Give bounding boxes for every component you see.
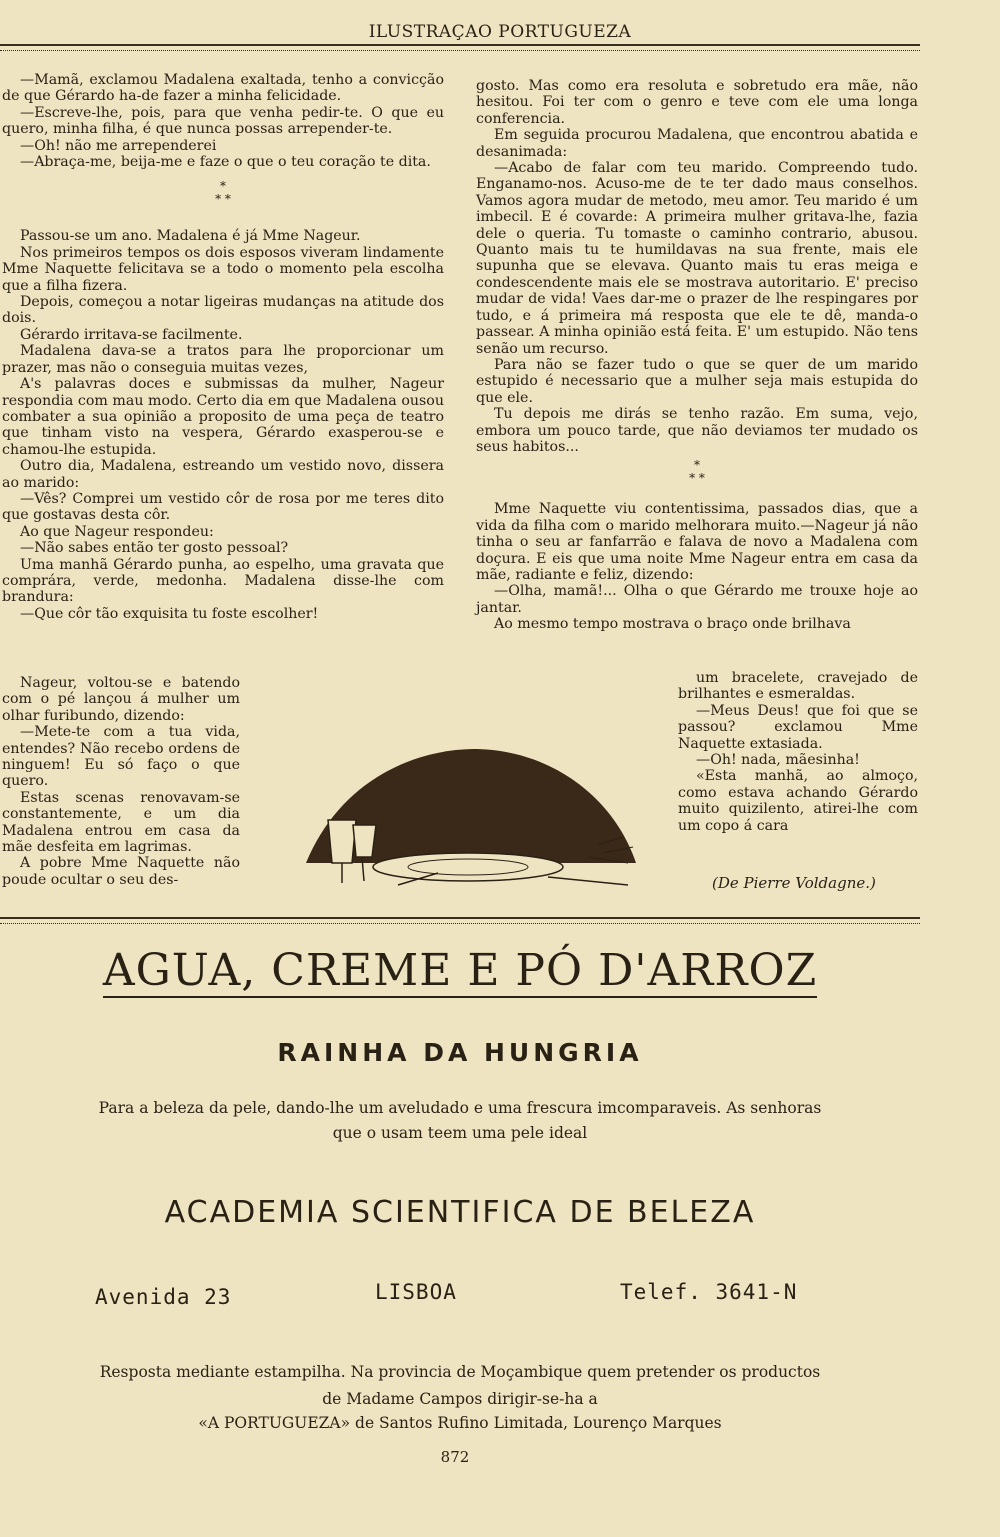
ad-academy-name: ACADEMIA SCIENTIFICA DE BELEZA <box>164 1195 756 1230</box>
paragraph: —Acabo de falar com teu marido. Compreendo tudo. Enganamo-nos. Acuso-me de te ter dado maus conselhos. Vamos agora mudar de metodo, meu amor. Teu marido é um imbecil. E é covarde: A primeira mulher gritava-lhe, fazia dele o queria. Tu tomaste o caminho contrario, abusou. Quanto mais tu te humildavas na sua frente, mais ele supunha que se elevava. Quanto mais tu eras meiga e condescendente mais ele se mostrava autoritario. E' preciso mudar de vida! Vaes dar-me o prazer de lhe respingares por tudo, e á primeira má resposta que ele te dê, manda-o passear. A minha opinião está feita. E' um estupido. Não tens senão um recurso. <box>476 160 918 357</box>
knife-shape <box>548 877 628 885</box>
paragraph: —Vês? Comprei um vestido côr de rosa por me teres dito que gostavas desta côr. <box>2 490 444 524</box>
paragraph: Uma manhã Gérardo punha, ao espelho, uma gravata que comprára, verde, medonha. Madalena disse-lhe com brandura: <box>2 556 444 606</box>
paragraph: «Esta manhã, ao almoço, como estava achando Gérardo muito quizilento, atirei-lhe com um copo á cara <box>678 768 918 834</box>
section-break-asterisks: * * * <box>215 179 231 207</box>
ad-footer-line: de Madame Campos dirigir-se-ha a <box>322 1390 598 1408</box>
ad-title <box>0 945 920 996</box>
page-number: 872 <box>440 1448 470 1466</box>
paragraph: —Que côr tão exquisita tu foste escolher! <box>20 605 319 622</box>
ad-subtitle: RAINHA DA HUNGRIA <box>277 1038 643 1067</box>
paragraph: Em seguida procurou Madalena, que encontrou abatida e desanimada: <box>476 127 918 160</box>
paragraph: —Meus Deus! que foi que se passou? exclamou Mme Naquette extasiada. <box>678 702 918 752</box>
masthead-title: ILUSTRAÇAO PORTUGUEZA <box>368 22 632 42</box>
ad-city: LISBOA <box>375 1280 457 1304</box>
paragraph: A pobre Mme Naquette não poude ocultar o seu des- <box>2 855 240 888</box>
author-credit: (De Pierre Voldagne.) <box>712 874 876 892</box>
ad-phone: Telef. 3641-N <box>620 1280 798 1304</box>
ad-divider-rule <box>0 917 920 924</box>
paragraph: Passou-se um ano. Madalena é já Mme Nageur. <box>20 228 361 245</box>
ad-footer-line: «A PORTUGUEZA» de Santos Rufino Limitada, Lourenço Marques <box>198 1414 722 1432</box>
ad-street-address: Avenida 23 <box>95 1285 232 1309</box>
paragraph: Ao que Nageur respondeu: <box>20 523 214 540</box>
paragraph: Depois, começou a notar ligeiras mudanças na atitude dos dois. <box>2 294 444 327</box>
paragraph: —Oh! nada, mãesinha! <box>696 752 860 769</box>
paragraph: —Olha, mamã!... Olha o que Gérardo me trouxe hoje ao jantar. <box>476 583 918 616</box>
paragraph: Nos primeiros tempos os dois esposos viveram lindamente Mme Naquette felicitava se a todo o momento pela escolha que a filha fizera. <box>2 244 444 294</box>
paragraph: —Oh! não me arrependerei <box>20 137 217 154</box>
left-column <box>2 72 444 622</box>
right-column-bottom <box>678 670 918 834</box>
right-column <box>476 78 918 633</box>
ad-description-line: Para a beleza da pele, dando-lhe um aveludado e uma frescura imcomparaveis. As senhoras <box>98 1099 822 1117</box>
paragraph: Mme Naquette viu contentissima, passados dias, que a vida da filha com o marido melhorara muito.—Nageur já não tinha o seu ar fanfarrão e falava de novo a Madalena com doçura. E eis que uma noite Mme Nageur entra em casa da mãe, radiante e feliz, dizendo: <box>476 501 918 583</box>
paragraph: —Não sabes então ter gosto pessoal? <box>20 540 289 557</box>
paragraph: —Mamã, exclamou Madalena exaltada, tenho a convicção de que Gérardo ha-de fazer a minha felicidade. <box>2 72 444 105</box>
paragraph: gosto. Mas como era resoluta e sobretudo era mãe, não hesitou. Foi ter com o genro e teve com ele uma longa conferencia. <box>476 78 918 127</box>
plate-shape <box>373 853 563 881</box>
paragraph: —Abraça-me, beija-me e faze o que o teu coração te dita. <box>20 154 431 171</box>
paragraph: Gérardo irritava-se facilmente. <box>20 326 243 343</box>
ad-title-text: AGUA, CREME E PÓ D'ARROZ <box>102 945 818 996</box>
paragraph: Madalena dava-se a tratos para lhe proporcionar um prazer, mas não o conseguia muitas vezes, <box>2 343 444 376</box>
paragraph: um bracelete, cravejado de brilhantes e esmeraldas. <box>678 670 918 703</box>
paragraph: Outro dia, Madalena, estreando um vestido novo, dissera ao marido: <box>2 458 444 491</box>
section-break-asterisks: * * * <box>689 458 705 486</box>
ad-footer-line: Resposta mediante estampilha. Na provincia de Moçambique quem pretender os productos <box>99 1363 821 1381</box>
top-rule <box>0 44 920 51</box>
paragraph: —Mete-te com a tua vida, entendes? Não recebo ordens de ninguem! Eu só faço o que quero. <box>2 724 240 790</box>
paragraph: Estas scenas renovavam-se constantemente, e um dia Madalena entrou em casa da mãe desfeita em lagrimas. <box>2 789 240 856</box>
ad-description-line: que o usam teem uma pele ideal <box>332 1124 588 1142</box>
paragraph: Tu depois me dirás se tenho razão. Em suma, vejo, embora um pouco tarde, que não deviamos ter mudado os seus habitos... <box>476 406 918 455</box>
paragraph: Para não se fazer tudo o que se quer de um marido estupido é necessario que a mulher seja mais estupida do que ele. <box>476 356 918 406</box>
glass-shape <box>353 825 376 857</box>
paragraph: —Escreve-lhe, pois, para que venha pedir-te. O que eu quero, minha filha, é que nunca possas arrepender-te. <box>2 104 444 138</box>
left-column-bottom <box>2 675 240 888</box>
paragraph: A's palavras doces e submissas da mulher, Nageur respondia com mau modo. Certo dia em que Madalena ousou combater a sua opinião a proposito de uma peça de teatro que tinham visto na vespera, Gérardo exasperou-se e chamou-lhe estupida. <box>2 376 444 458</box>
paragraph: Ao mesmo tempo mostrava o braço onde brilhava <box>494 616 851 633</box>
dining-table-illustration <box>298 745 643 895</box>
glass-shape <box>328 820 356 863</box>
paragraph: Nageur, voltou-se e batendo com o pé lançou á mulher um olhar furibundo, dizendo: <box>2 675 240 724</box>
